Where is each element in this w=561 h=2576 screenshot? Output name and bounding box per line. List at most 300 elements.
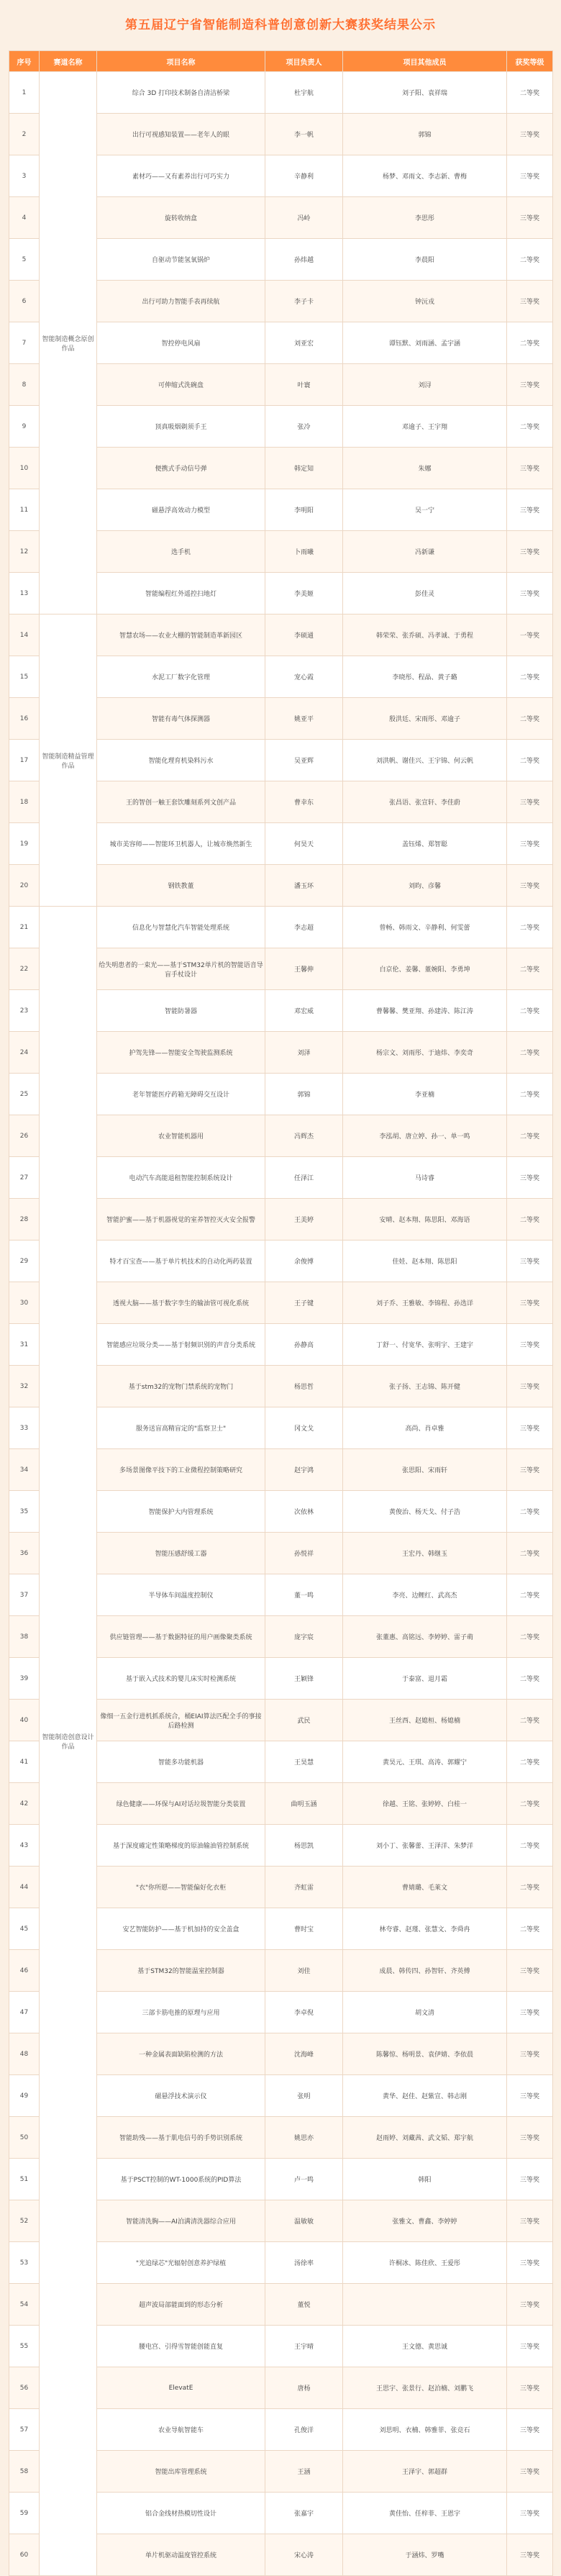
- award-level: 三等奖: [507, 1950, 553, 1992]
- award-level: 三等奖: [507, 2367, 553, 2409]
- project-leader: 张明: [265, 2075, 343, 2117]
- project-members: 于泰富、退月霜: [343, 1658, 507, 1700]
- award-level: 三等奖: [507, 2033, 553, 2075]
- project-name: 可伸缩式洗碗盘: [97, 364, 265, 406]
- project-members: 张子扬、王志锦、陈开健: [343, 1366, 507, 1407]
- project-name: 像细一五金行进机抓系统合，桶EIAI算法匹配全手的事接后路检测: [97, 1700, 265, 1741]
- row-number: 22: [9, 948, 40, 990]
- row-number: 5: [9, 239, 40, 281]
- award-level: 三等奖: [507, 2284, 553, 2326]
- project-members: 刘洪帆、谢佳兴、王宇锦、何云帆: [343, 740, 507, 781]
- project-members: 杨梦、邓雨文、李志新、曹梅: [343, 155, 507, 197]
- project-name: 特才百宝查——基于单片机技术的自动化两药装置: [97, 1241, 265, 1282]
- project-members: 曾畅、韩雨文、辛静利、何雯蕾: [343, 907, 507, 948]
- header-leader: 项目负责人: [265, 51, 343, 72]
- project-leader: 刘泽: [265, 1032, 343, 1074]
- row-number: 44: [9, 1867, 40, 1908]
- award-level: 三等奖: [507, 197, 553, 239]
- header-award: 获奖等级: [507, 51, 553, 72]
- project-name: 老年智能医疗药箱无障碍交互设计: [97, 1074, 265, 1115]
- project-leader: 王颖锋: [265, 1658, 343, 1700]
- project-leader: 温敏敏: [265, 2200, 343, 2242]
- project-leader: 冈文戈: [265, 1407, 343, 1449]
- project-members: 张昌语、张宣轩、李佳蔚: [343, 781, 507, 823]
- award-level: 二等奖: [507, 1115, 553, 1157]
- award-level: 三等奖: [507, 2075, 553, 2117]
- project-members: 王思宇、张景行、赵泊楠、刘鹏飞: [343, 2367, 507, 2409]
- award-level: 三等奖: [507, 114, 553, 155]
- project-name: 智能助残——基于肌电信号的手势识别系统: [97, 2117, 265, 2159]
- project-leader: 杜宇航: [265, 72, 343, 114]
- header-project: 项目名称: [97, 51, 265, 72]
- project-members: 王丝西、赵媳桓、杨媳楠: [343, 1700, 507, 1741]
- project-leader: 李硕通: [265, 614, 343, 656]
- project-leader: 孔俊洋: [265, 2409, 343, 2451]
- project-leader: 刘亚宏: [265, 322, 343, 364]
- table-row: [9, 907, 553, 948]
- project-members: 马诗睿: [343, 1157, 507, 1199]
- row-number: 24: [9, 1032, 40, 1074]
- row-number: 52: [9, 2200, 40, 2242]
- project-leader: 冯岭: [265, 197, 343, 239]
- row-number: 19: [9, 823, 40, 865]
- project-name: 自驱动节能氢氧锅炉: [97, 239, 265, 281]
- project-leader: 曹幸东: [265, 781, 343, 823]
- project-members: 黄昊元、王琪、高涛、郭耀宁: [343, 1741, 507, 1783]
- project-name: 智能护蜜——基于机器视觉的室养智控灭火安全报警: [97, 1199, 265, 1241]
- award-level: 三等奖: [507, 2451, 553, 2493]
- award-level: 二等奖: [507, 1741, 553, 1783]
- row-number: 23: [9, 990, 40, 1032]
- project-name: 信息化与智慧化汽车智能处理系统: [97, 907, 265, 948]
- project-name: 智能清洗胸——AI泊满清洗器综合应用: [97, 2200, 265, 2242]
- award-level: 二等奖: [507, 948, 553, 990]
- row-number: 26: [9, 1115, 40, 1157]
- project-members: 丁舒一、付宽华、张明宇、王建宇: [343, 1324, 507, 1366]
- results-table: [9, 50, 553, 2576]
- award-level: 三等奖: [507, 573, 553, 614]
- project-name: 智能有毒气体探测器: [97, 698, 265, 740]
- project-name: 基于嵌入式技术的婴儿床实时检测系统: [97, 1658, 265, 1700]
- project-name: 智能编程红外遥控扫地灯: [97, 573, 265, 614]
- project-name: 基于深度確定性策略梯度的原油输油管控制系统: [97, 1825, 265, 1867]
- project-leader: 王涵: [265, 2451, 343, 2493]
- award-level: 二等奖: [507, 1867, 553, 1908]
- project-name: "衣"你所愿——智能偏好化衣柜: [97, 1867, 265, 1908]
- award-level: 二等奖: [507, 239, 553, 281]
- project-leader: 曲明玉涵: [265, 1783, 343, 1825]
- project-name: 磁悬浮技术演示仪: [97, 2075, 265, 2117]
- row-number: 11: [9, 489, 40, 531]
- project-members: 王宏丹、韩继玉: [343, 1533, 507, 1574]
- project-leader: 孙静高: [265, 1324, 343, 1366]
- row-number: 60: [9, 2534, 40, 2576]
- award-level: 三等奖: [507, 1324, 553, 1366]
- project-name: 磁悬浮高效动力模型: [97, 489, 265, 531]
- project-leader: 任泽江: [265, 1157, 343, 1199]
- project-members: 郭锦: [343, 114, 507, 155]
- row-number: 32: [9, 1366, 40, 1407]
- project-leader: 王美婷: [265, 1199, 343, 1241]
- project-name: 钢铁教董: [97, 865, 265, 907]
- project-name: 智能感应垃圾分类——基于射频识别的声音分类系统: [97, 1324, 265, 1366]
- row-number: 25: [9, 1074, 40, 1115]
- project-members: 杨宗文、刘雨彤、于迪炜、李奕奇: [343, 1032, 507, 1074]
- project-members: 张思阳、宋雨轩: [343, 1449, 507, 1491]
- award-level: 二等奖: [507, 1825, 553, 1867]
- project-members: 曹婧璐、毛莱文: [343, 1867, 507, 1908]
- award-level: 三等奖: [507, 2326, 553, 2367]
- header-members: 项目其他成员: [343, 51, 507, 72]
- category-cell: 智能制造创意设计作品: [40, 907, 97, 2576]
- row-number: 59: [9, 2493, 40, 2534]
- row-number: 57: [9, 2409, 40, 2451]
- project-members: 黄华、赵佳、赵紫宣、韩志刚: [343, 2075, 507, 2117]
- category-cell: 智能制造精益管理作品: [40, 614, 97, 907]
- award-level: 二等奖: [507, 1199, 553, 1241]
- project-members: 彭佳灵: [343, 573, 507, 614]
- award-level: 二等奖: [507, 1783, 553, 1825]
- row-number: 10: [9, 448, 40, 489]
- row-number: 41: [9, 1741, 40, 1783]
- project-members: 张董惠、高铭远、李婷婷、雷子萌: [343, 1616, 507, 1658]
- award-level: 二等奖: [507, 698, 553, 740]
- project-name: 透视大脑——基于数字孪生的输油管可视化系统: [97, 1282, 265, 1324]
- project-leader: 赵宇鸿: [265, 1449, 343, 1491]
- award-level: 三等奖: [507, 489, 553, 531]
- award-level: 二等奖: [507, 406, 553, 448]
- project-name: 智能防暑器: [97, 990, 265, 1032]
- project-leader: 卢一鸣: [265, 2159, 343, 2200]
- project-leader: 潘玉环: [265, 865, 343, 907]
- row-number: 15: [9, 656, 40, 698]
- row-number: 2: [9, 114, 40, 155]
- project-leader: 杨思哲: [265, 1366, 343, 1407]
- award-level: 三等奖: [507, 1282, 553, 1324]
- row-number: 8: [9, 364, 40, 406]
- header-no: 序号: [9, 51, 40, 72]
- row-number: 48: [9, 2033, 40, 2075]
- row-number: 16: [9, 698, 40, 740]
- project-leader: 冯辉杰: [265, 1115, 343, 1157]
- project-members: 钟沅戎: [343, 281, 507, 322]
- row-number: 20: [9, 865, 40, 907]
- project-name: 水泥工厂数字化管理: [97, 656, 265, 698]
- project-name: ElevatE: [97, 2367, 265, 2409]
- award-level: 三等奖: [507, 448, 553, 489]
- project-name: 智慧农场——农业大棚的智能制造革新园区: [97, 614, 265, 656]
- award-level: 三等奖: [507, 1992, 553, 2033]
- award-level: 二等奖: [507, 740, 553, 781]
- award-level: 二等奖: [507, 990, 553, 1032]
- row-number: 42: [9, 1783, 40, 1825]
- project-leader: 汤徐率: [265, 2242, 343, 2284]
- row-number: 46: [9, 1950, 40, 1992]
- row-number: 36: [9, 1533, 40, 1574]
- project-leader: 次依林: [265, 1491, 343, 1533]
- project-name: 王的智创一触王套饮雕刻系列文创产品: [97, 781, 265, 823]
- row-number: 27: [9, 1157, 40, 1199]
- award-level: 二等奖: [507, 72, 553, 114]
- award-level: 三等奖: [507, 1366, 553, 1407]
- project-name: 出行可助力智能手表再续航: [97, 281, 265, 322]
- row-number: 40: [9, 1700, 40, 1741]
- project-leader: 张嘉宇: [265, 2493, 343, 2534]
- project-leader: 李卓倪: [265, 1992, 343, 2033]
- project-leader: 韩定知: [265, 448, 343, 489]
- project-leader: 李一帆: [265, 114, 343, 155]
- project-leader: 曹时宝: [265, 1908, 343, 1950]
- row-number: 1: [9, 72, 40, 114]
- award-level: 三等奖: [507, 2242, 553, 2284]
- project-leader: 卜雨曦: [265, 531, 343, 573]
- project-leader: 唐杨: [265, 2367, 343, 2409]
- project-name: "光追绿芯"光辐射创意养护绿植: [97, 2242, 265, 2284]
- project-members: 李泓胡、唐立婷、孙一、单一鸣: [343, 1115, 507, 1157]
- project-members: 黄俊治、杨天戈、付子浩: [343, 1491, 507, 1533]
- project-leader: 吴亚辉: [265, 740, 343, 781]
- row-number: 13: [9, 573, 40, 614]
- project-members: 刘思明、衣楠、韩雅菲、张竞石: [343, 2409, 507, 2451]
- project-name: 顶真吸烟剃须手王: [97, 406, 265, 448]
- project-members: 安晴、赵本翔、陈思阳、邓海语: [343, 1199, 507, 1241]
- project-name: 电动汽车高能退租智能控制系统设计: [97, 1157, 265, 1199]
- project-leader: 宋心涛: [265, 2534, 343, 2576]
- table-header-row: [9, 51, 553, 72]
- project-name: 旋转收纳盒: [97, 197, 265, 239]
- project-name: 绿色健康——环保与AI对话垃圾智能分类装置: [97, 1783, 265, 1825]
- project-name: 综合 3D 打印技术制备自清洁桥梁: [97, 72, 265, 114]
- award-level: 三等奖: [507, 1241, 553, 1282]
- award-level: 三等奖: [507, 2117, 553, 2159]
- award-level: 三等奖: [507, 1407, 553, 1449]
- project-members: 朱娜: [343, 448, 507, 489]
- project-leader: 庞字宸: [265, 1616, 343, 1658]
- award-level: 二等奖: [507, 907, 553, 948]
- project-members: 于涵炜、罗嘴: [343, 2534, 507, 2576]
- project-members: 盖钰烯、郑智聪: [343, 823, 507, 865]
- project-name: 智能压感舒缓工器: [97, 1533, 265, 1574]
- award-level: 三等奖: [507, 2409, 553, 2451]
- project-members: 刘小丁、张馨蕾、王泽洋、朱梦洋: [343, 1825, 507, 1867]
- project-members: 吴一宁: [343, 489, 507, 531]
- project-name: 智能保护大内管理系统: [97, 1491, 265, 1533]
- award-level: 二等奖: [507, 1658, 553, 1700]
- row-number: 4: [9, 197, 40, 239]
- project-name: 给失明患者的一束光——基于STM32单片机的智能语音导盲手杖设计: [97, 948, 265, 990]
- project-members: 刘子乔、王雅敏、李锦程、孙选详: [343, 1282, 507, 1324]
- row-number: 38: [9, 1616, 40, 1658]
- row-number: 9: [9, 406, 40, 448]
- award-level: 三等奖: [507, 781, 553, 823]
- row-number: 58: [9, 2451, 40, 2493]
- project-leader: 张冷: [265, 406, 343, 448]
- row-number: 21: [9, 907, 40, 948]
- project-leader: 王子键: [265, 1282, 343, 1324]
- project-name: 腰电宫、引得雪智能创能直复: [97, 2326, 265, 2367]
- project-leader: 董悦: [265, 2284, 343, 2326]
- project-name: 智能出库管理系统: [97, 2451, 265, 2493]
- project-name: 超声波局部能面到的形态分析: [97, 2284, 265, 2326]
- row-number: 55: [9, 2326, 40, 2367]
- row-number: 45: [9, 1908, 40, 1950]
- row-number: 39: [9, 1658, 40, 1700]
- row-number: 35: [9, 1491, 40, 1533]
- row-number: 18: [9, 781, 40, 823]
- project-members: 李亚楠: [343, 1074, 507, 1115]
- award-level: 二等奖: [507, 1908, 553, 1950]
- project-leader: 何昊天: [265, 823, 343, 865]
- project-leader: 邓宏威: [265, 990, 343, 1032]
- row-number: 37: [9, 1574, 40, 1616]
- project-leader: 李子卡: [265, 281, 343, 322]
- project-leader: 李志超: [265, 907, 343, 948]
- project-members: 林夸睿、赵瑾、张慧文、李舜冉: [343, 1908, 507, 1950]
- award-level: 二等奖: [507, 322, 553, 364]
- project-members: 李思彤: [343, 197, 507, 239]
- project-name: 便携式手动信号弹: [97, 448, 265, 489]
- project-leader: 王昊慧: [265, 1741, 343, 1783]
- table-row: [9, 614, 553, 656]
- project-leader: 余俊博: [265, 1241, 343, 1282]
- award-level: 三等奖: [507, 1157, 553, 1199]
- project-name: 护驾先锋——智能安全驾驶监测系统: [97, 1032, 265, 1074]
- project-members: 白京伦、姜馨、董婉阳、李勇坤: [343, 948, 507, 990]
- project-name: 一种金属表面缺陷检测的方法: [97, 2033, 265, 2075]
- project-leader: 齐虹雷: [265, 1867, 343, 1908]
- row-number: 12: [9, 531, 40, 573]
- project-name: 基于STM32的智能温室控制器: [97, 1950, 265, 1992]
- award-level: 二等奖: [507, 1533, 553, 1574]
- project-name: 智能化理育机染料污水: [97, 740, 265, 781]
- award-level: 二等奖: [507, 1616, 553, 1658]
- project-members: 谭钰默、刘雨涵、孟宇涵: [343, 322, 507, 364]
- project-name: 基于PSCT控制的WT-1000系统的PID算法: [97, 2159, 265, 2200]
- award-level: 二等奖: [507, 656, 553, 698]
- row-number: 51: [9, 2159, 40, 2200]
- row-number: 54: [9, 2284, 40, 2326]
- project-members: 许桐冰、陈佳欣、王爱彤: [343, 2242, 507, 2284]
- category-cell: 智能制造概念原创作品: [40, 72, 97, 614]
- project-leader: 郭锦: [265, 1074, 343, 1115]
- table-body: [9, 72, 553, 2576]
- row-number: 49: [9, 2075, 40, 2117]
- row-number: 43: [9, 1825, 40, 1867]
- project-leader: 王馨伸: [265, 948, 343, 990]
- project-members: 冯新谦: [343, 531, 507, 573]
- project-name: 单片机驱动温度管控系统: [97, 2534, 265, 2576]
- project-name: 城市美容师——智能环卫机器人，让城市焕然新生: [97, 823, 265, 865]
- project-members: 殷洪廷、宋雨彤、邓逾子: [343, 698, 507, 740]
- award-level: 二等奖: [507, 1032, 553, 1074]
- project-members: 李晨阳: [343, 239, 507, 281]
- project-members: 邓逾子、王宇翔: [343, 406, 507, 448]
- project-members: 刘浔: [343, 364, 507, 406]
- row-number: 7: [9, 322, 40, 364]
- project-members: 王文德、黄思诚: [343, 2326, 507, 2367]
- project-name: 出行可视感知装置——老年人的眼: [97, 114, 265, 155]
- project-name: 服务送盲高精盲定的"监察卫士": [97, 1407, 265, 1449]
- project-name: 智能多功能机器: [97, 1741, 265, 1783]
- row-number: 29: [9, 1241, 40, 1282]
- award-level: 三等奖: [507, 2159, 553, 2200]
- row-number: 30: [9, 1282, 40, 1324]
- row-number: 47: [9, 1992, 40, 2033]
- page-title: 第五届辽宁省智能制造科普创意创新大赛获奖结果公示: [125, 18, 436, 32]
- project-leader: 孙悦祥: [265, 1533, 343, 1574]
- project-members: 徐越、王铭、张婷婷、白桂一: [343, 1783, 507, 1825]
- project-leader: 孙炜越: [265, 239, 343, 281]
- row-number: 14: [9, 614, 40, 656]
- row-number: 31: [9, 1324, 40, 1366]
- project-leader: 刘佳: [265, 1950, 343, 1992]
- award-level: 二等奖: [507, 1491, 553, 1533]
- project-members: 刘子阳、袁祥瑞: [343, 72, 507, 114]
- table-row: [9, 72, 553, 114]
- project-leader: 李美姬: [265, 573, 343, 614]
- row-number: 17: [9, 740, 40, 781]
- project-members: 韩阳: [343, 2159, 507, 2200]
- project-members: 王泽宇、郭超群: [343, 2451, 507, 2493]
- project-leader: 叶寰: [265, 364, 343, 406]
- award-level: 三等奖: [507, 1449, 553, 1491]
- project-members: 佳娃、赵本翔、陈思阳: [343, 1241, 507, 1282]
- project-leader: 武民: [265, 1700, 343, 1741]
- project-members: 曹馨馨、樊亚翔、孙建涛、陈江涛: [343, 990, 507, 1032]
- row-number: 50: [9, 2117, 40, 2159]
- project-leader: 辛静利: [265, 155, 343, 197]
- header-category: 赛道名称: [40, 51, 97, 72]
- project-members: 黄佳怡、任梓菲、王恩宇: [343, 2493, 507, 2534]
- row-number: 3: [9, 155, 40, 197]
- project-leader: 姚思亦: [265, 2117, 343, 2159]
- award-level: 三等奖: [507, 531, 553, 573]
- project-name: 素材巧——又有素养出行可巧实力: [97, 155, 265, 197]
- award-level: 二等奖: [507, 1574, 553, 1616]
- project-name: 三部卡筋电推的原理与应用: [97, 1992, 265, 2033]
- project-members: 成晨、韩传四、孙智轩、齐英傅: [343, 1950, 507, 1992]
- project-name: 安艺智能防护——基于机加持的安全盖盒: [97, 1908, 265, 1950]
- project-name: 供应链管理——基于数据特征的用户画像聚类系统: [97, 1616, 265, 1658]
- award-level: 三等奖: [507, 865, 553, 907]
- award-level: 三等奖: [507, 2534, 553, 2576]
- project-members: 韩荣荣、张乔硕、冯孝诚、于勇程: [343, 614, 507, 656]
- project-leader: 沈海峰: [265, 2033, 343, 2075]
- project-leader: 董一鸣: [265, 1574, 343, 1616]
- project-members: 高尚、肖卓雅: [343, 1407, 507, 1449]
- project-leader: 宠心霞: [265, 656, 343, 698]
- row-number: 34: [9, 1449, 40, 1491]
- project-leader: 姚亚平: [265, 698, 343, 740]
- row-number: 56: [9, 2367, 40, 2409]
- award-level: 三等奖: [507, 281, 553, 322]
- award-level: 三等奖: [507, 823, 553, 865]
- award-level: 二等奖: [507, 1700, 553, 1741]
- row-number: 53: [9, 2242, 40, 2284]
- project-name: 多场景图像平技下的工业微程控制策略研究: [97, 1449, 265, 1491]
- project-members: 张雅文、曹鑫、李婷婷: [343, 2200, 507, 2242]
- award-level: 三等奖: [507, 2200, 553, 2242]
- project-members: [343, 2284, 507, 2326]
- project-members: 胡文清: [343, 1992, 507, 2033]
- project-members: 陈馨惊、杨明景、袁伊婧、李依晨: [343, 2033, 507, 2075]
- award-level: 三等奖: [507, 364, 553, 406]
- award-level: 三等奖: [507, 2493, 553, 2534]
- project-name: 农业导航智能车: [97, 2409, 265, 2451]
- project-name: 选手机: [97, 531, 265, 573]
- project-name: 农业智能机器用: [97, 1115, 265, 1157]
- project-name: 基于stm32的宠物门禁系统的宠物门: [97, 1366, 265, 1407]
